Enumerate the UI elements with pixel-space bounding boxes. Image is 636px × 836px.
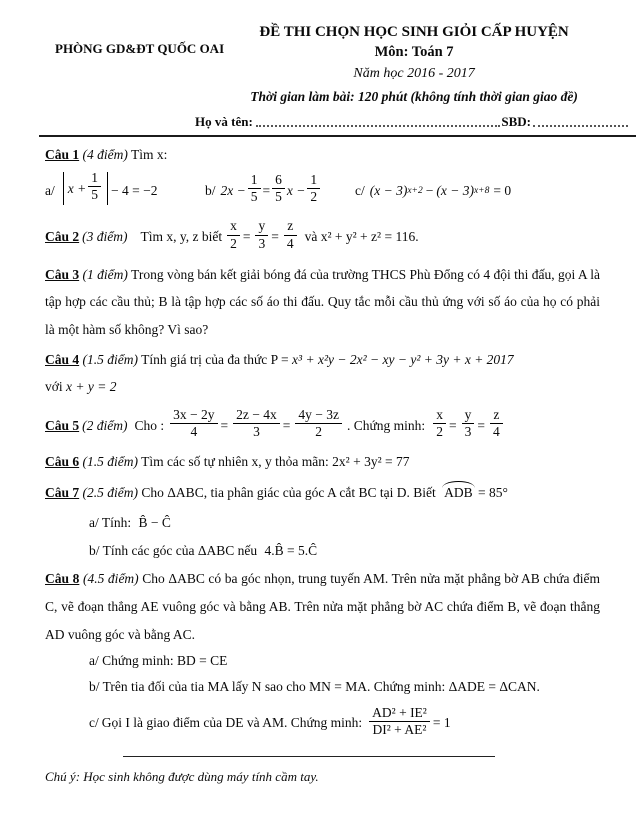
footer-rule	[123, 756, 495, 757]
fraction: $\frac{z}{4}$	[284, 218, 297, 251]
header	[45, 24, 600, 105]
q1c-label: c/	[355, 182, 365, 198]
q7b-text: Tính các góc của ΔABC nếu	[102, 543, 258, 559]
q7b-expression: 4.B̂ = 5.Ĉ	[264, 543, 318, 559]
question-3	[45, 261, 600, 344]
question-1-heading	[45, 147, 600, 163]
q7a-text: Tính:	[101, 515, 132, 531]
equals-sign: =	[448, 417, 457, 433]
q8a-label: a/	[89, 652, 99, 668]
school-year: Năm học 2016 - 2017	[353, 66, 475, 81]
question-5-label: Câu 5	[45, 417, 80, 433]
question-3-points: (1 điểm)	[82, 266, 128, 282]
fraction: $\frac{y}{3}$	[255, 218, 268, 251]
fraction: $\frac{2z - 4x}{3}$	[233, 407, 280, 440]
question-1-formulas	[45, 170, 600, 207]
header-rule	[39, 135, 636, 137]
fraction: $\frac{x}{2}$	[227, 218, 240, 251]
fraction: $\frac{4y - 3z}{2}$	[295, 407, 342, 440]
fraction: $\frac{3x - 2y}{4}$	[170, 407, 217, 440]
q8a-text: Chứng minh: BD = CE	[102, 652, 228, 668]
fraction: $\frac{1}{5}$	[88, 170, 101, 203]
q1b-lhs: 2x −	[220, 182, 246, 198]
fraction: $\frac{z}{4}$	[490, 407, 503, 440]
footer-note: Chú ý: Học sinh không được dùng máy tính cầm tay.	[45, 768, 319, 784]
equals-sign: =	[271, 229, 279, 245]
fraction: $\frac{x}{2}$	[433, 407, 446, 440]
question-8b	[45, 679, 600, 695]
fullname-leader	[256, 125, 501, 127]
question-6-points: (1.5 điểm)	[82, 454, 138, 470]
question-4-points: (1.5 điểm)	[82, 351, 138, 367]
q1b-mid: x −	[286, 182, 306, 198]
q8c-rhs: = 1	[432, 715, 451, 731]
question-5	[45, 409, 600, 442]
absolute-value-bars	[63, 172, 108, 205]
sbd-label: SBD:	[501, 114, 531, 129]
question-8-text: Cho ΔABC có ba góc nhọn, trung tuyến AM. Trên nửa mặt phẳng bờ AB chứa điểm C, vẽ đoạn thẳng AE vuông góc và bằng AB. Trên nửa mặt phẳng bờ AC chứa điểm B, vẽ đoạn thẳng AD vuông góc và bằng AC.	[45, 571, 601, 642]
question-7-points: (2.5 điểm)	[82, 485, 138, 501]
fraction: $\frac{1}{5}$	[248, 172, 261, 205]
question-8	[45, 565, 600, 648]
q1c-base2: (x − 3)	[436, 182, 474, 198]
equals-sign: =	[477, 417, 485, 433]
q8c-label: c/	[89, 715, 99, 731]
question-4-label: Câu 4	[45, 351, 80, 367]
question-2-intro: Tìm x, y, z biết	[140, 229, 223, 245]
question-5-intro: Cho :	[134, 417, 165, 433]
question-5-points: (2 điểm)	[82, 417, 128, 433]
question-3-label: Câu 3	[45, 266, 80, 282]
question-6	[45, 454, 600, 470]
question-5-mid: . Chứng minh:	[346, 417, 426, 433]
question-2-label: Câu 2	[45, 229, 80, 245]
q1a-expression: x +	[67, 180, 87, 196]
q7a-expression: B̂ − Ĉ	[138, 515, 171, 531]
question-8-points: (4.5 điểm)	[82, 571, 139, 587]
exam-duration: Thời gian làm bài: 120 phút (không tính thời gian giao đề)	[250, 89, 578, 104]
question-7-angle-value: = 85°	[478, 485, 508, 501]
question-1-intro: Tìm x:	[131, 147, 168, 162]
question-4	[45, 346, 600, 401]
minus-sign: −	[425, 182, 434, 198]
fraction: $\frac{6}{5}$	[272, 172, 285, 205]
question-4-cond-label: với	[45, 379, 63, 395]
question-1-label: Câu 1	[45, 147, 80, 162]
question-4-condition: x + y = 2	[66, 379, 117, 395]
question-2-tail: và x² + y² + z² = 116.	[304, 229, 419, 245]
equals-sign: =	[262, 182, 271, 198]
question-1-points: (4 điểm)	[82, 147, 128, 162]
question-2-points: (3 điểm)	[82, 229, 128, 245]
question-6-label: Câu 6	[45, 454, 80, 470]
q8b-text: Trên tia đối của tia MA lấy N sao cho MN = MA. Chứng minh: ΔADE = ΔCAN.	[102, 678, 540, 694]
fraction: $\frac{\text{AD² + IE²}}{\text{DI² + AE²}}$	[369, 705, 430, 738]
question-7-intro: Cho ΔABC, tia phân giác của góc A cắt BC tại D. Biết	[141, 485, 436, 501]
question-3-text: Trong vòng bán kết giải bóng đá của trường THCS Phù Đổng có 4 đội thi đấu, gọi A là tập hợp các cầu thủ; B là tập hợp các số áo thi đấu. Quy tắc mỗi cầu thủ ứng với số áo của họ có phải là một hàm số không? Vì sao?	[45, 266, 601, 338]
sbd-leader	[533, 125, 628, 127]
issuing-office: PHÒNG GD&ĐT QUỐC OAI	[55, 41, 225, 56]
question-4-text: Tính giá trị của đa thức P =	[141, 351, 289, 367]
equals-sign: =	[282, 417, 291, 433]
q8b-label: b/	[89, 678, 100, 694]
q1c-base1: (x − 3)	[369, 182, 408, 198]
q1b-label: b/	[205, 182, 216, 198]
header-main	[224, 24, 600, 105]
equals-sign: =	[242, 229, 251, 245]
q1c-rhs: = 0	[493, 182, 512, 198]
candidate-info-line	[195, 114, 628, 130]
question-8-label: Câu 8	[45, 571, 80, 587]
question-7a	[45, 515, 600, 531]
q1-formula-b	[205, 174, 355, 207]
equals-sign: =	[220, 417, 229, 433]
q1a-label: a/	[45, 182, 55, 198]
q7a-label: a/	[89, 515, 99, 531]
wide-hat-angle: ADB	[444, 485, 473, 501]
question-8c	[45, 704, 600, 740]
q1-formula-c: c/ (x − 3) x+2 − (x − 3) x+8 = 0	[355, 182, 512, 198]
question-7-label: Câu 7	[45, 485, 80, 501]
q8c-text: Gọi I là giao điểm của DE và AM. Chứng minh:	[101, 715, 363, 731]
q7b-label: b/	[89, 543, 100, 559]
question-7	[45, 485, 600, 501]
q1-formula-a	[45, 170, 205, 207]
question-4-polynomial: x³ + x²y − 2x² − xy − y² + 3y + x + 2017	[292, 351, 514, 367]
fullname-label: Họ và tên:	[195, 114, 253, 129]
fraction: $\frac{y}{3}$	[462, 407, 475, 440]
question-8a	[45, 653, 600, 669]
question-7b	[45, 543, 600, 559]
q1a-rhs: − 4 = −2	[110, 182, 158, 198]
question-2	[45, 220, 600, 253]
exam-subject: Môn: Toán 7	[374, 44, 454, 60]
exam-title: ĐỀ THI CHỌN HỌC SINH GIỎI CẤP HUYỆN	[259, 24, 569, 40]
fraction: $\frac{1}{2}$	[307, 172, 320, 205]
question-6-text: Tìm các số tự nhiên x, y thỏa mãn: 2x² + 3y² = 77	[141, 454, 410, 470]
